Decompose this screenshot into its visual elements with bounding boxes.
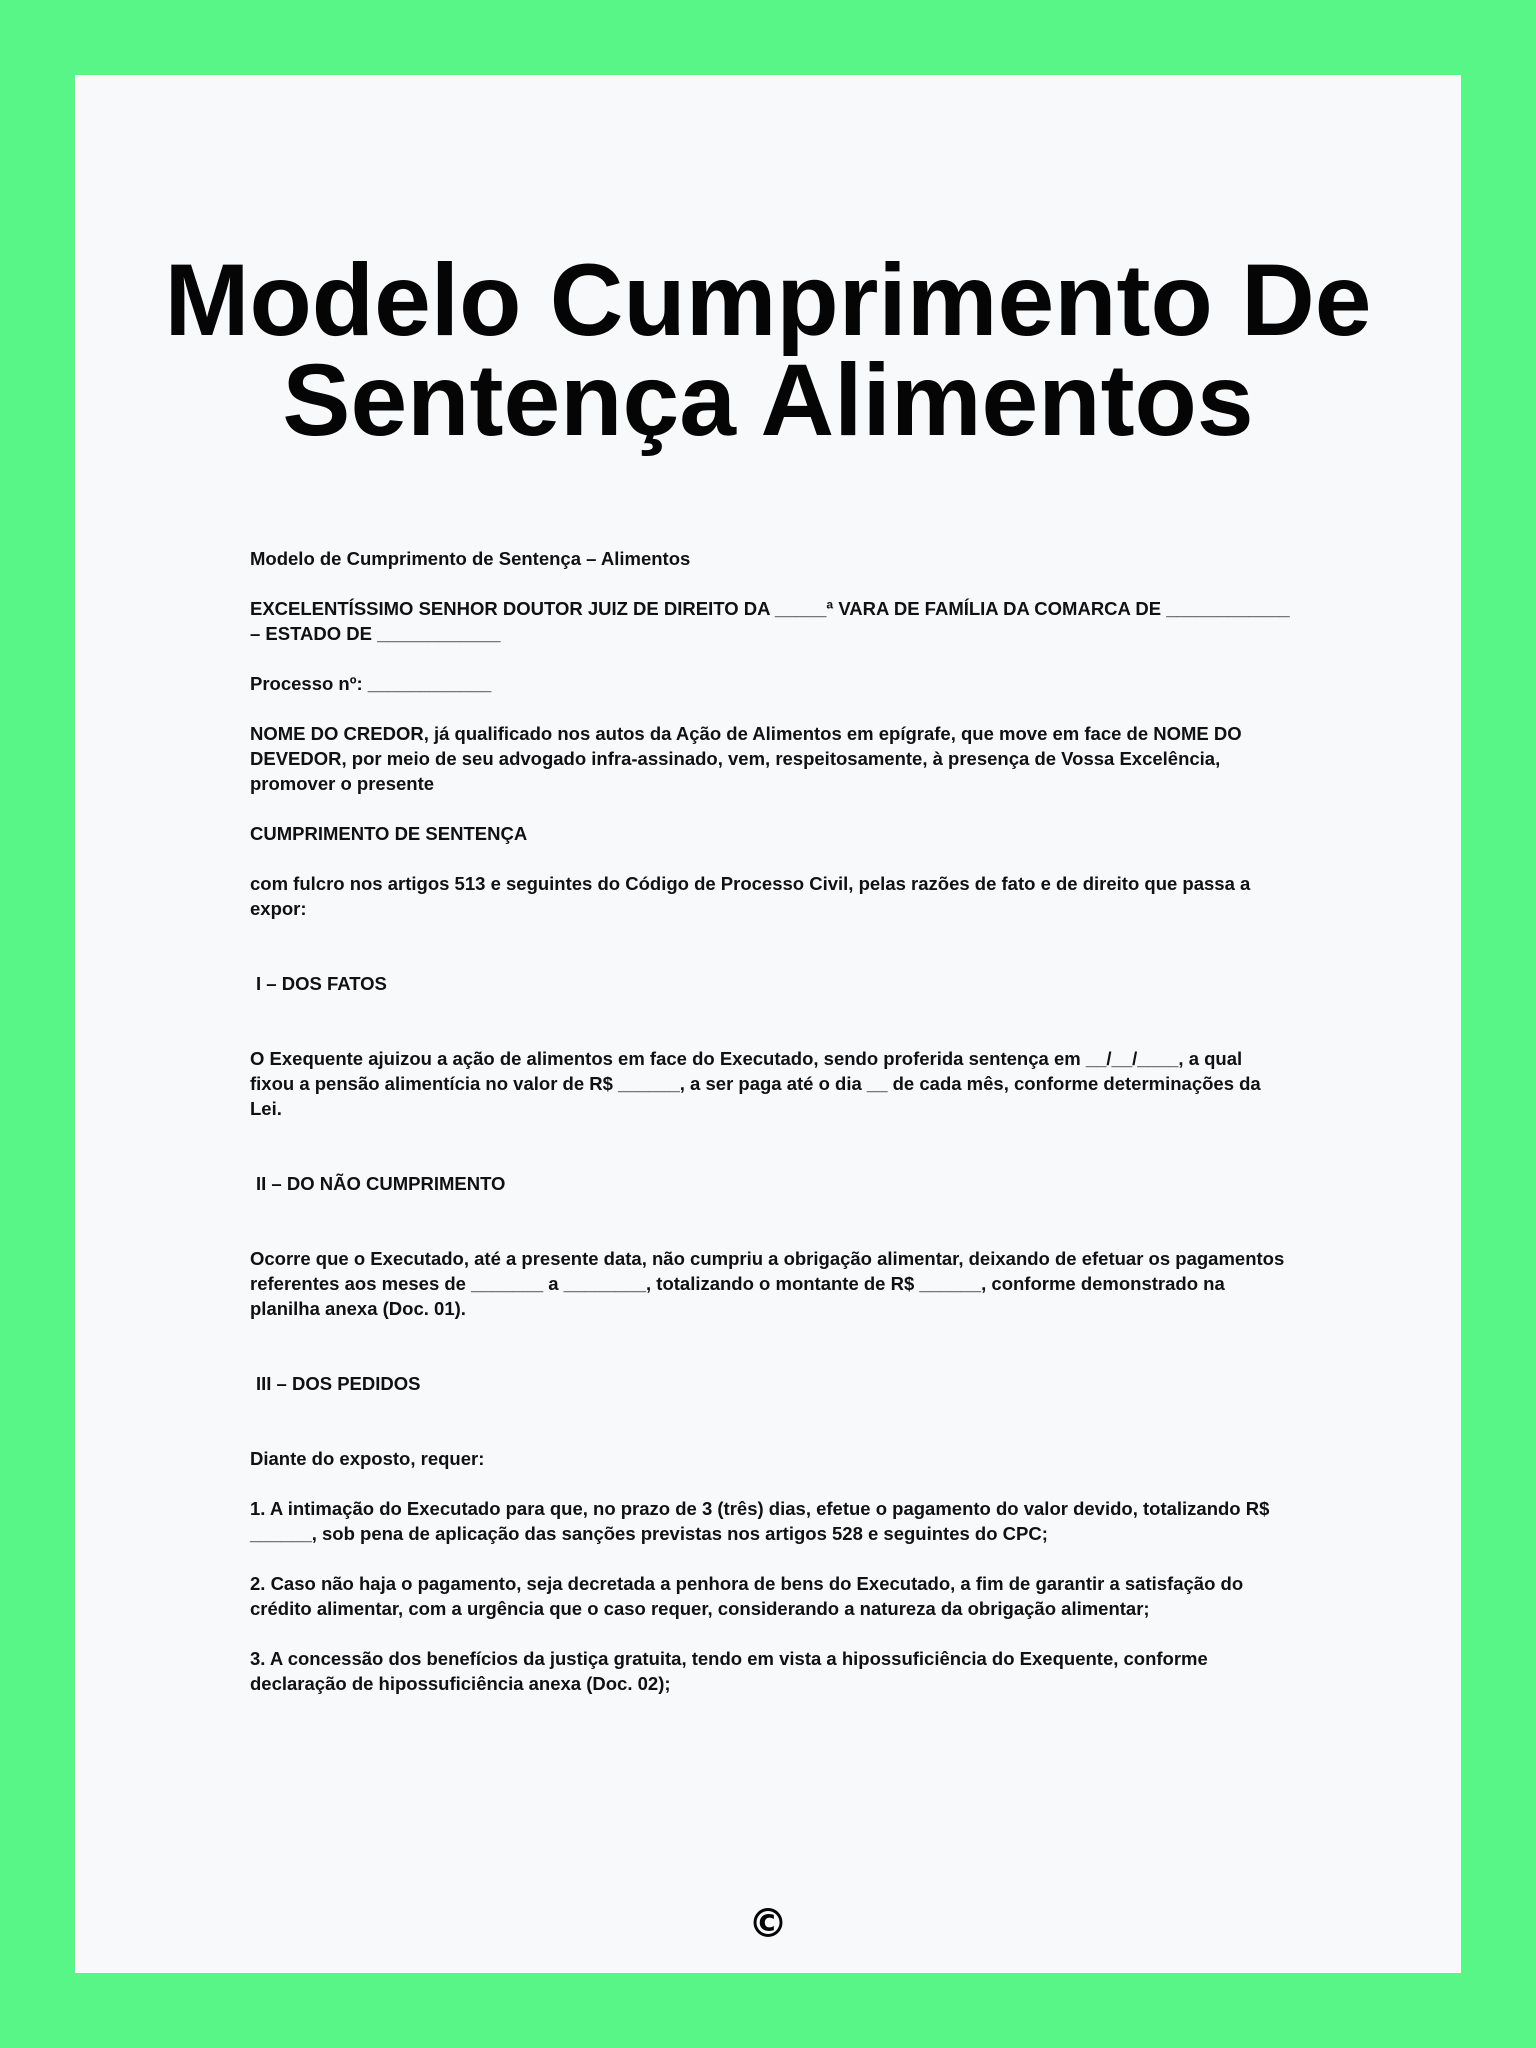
request-item-3: 3. A concessão dos benefícios da justiça gratuita, tendo em vista a hipossuficiência do Exequente, conforme declaração de hipossuficiência anexa (Doc. 02); [250, 1648, 1208, 1694]
section-noncompliance-title: II – DO NÃO CUMPRIMENTO [256, 1173, 506, 1194]
intro-paragraph: NOME DO CREDOR, já qualificado nos autos da Ação de Alimentos em epígrafe, que move em face de NOME DO DEVEDOR, por meio de seu advogado infra-assinado, vem, respeitosamente, à presença de Vossa Excelência, promover o presente [250, 723, 1242, 794]
process-number: Processo nº: ____________ [250, 673, 492, 694]
action-title: CUMPRIMENTO DE SENTENÇA [250, 823, 528, 844]
copyright-icon: © [748, 1901, 788, 1947]
section-noncompliance-text: Ocorre que o Executado, até a presente data, não cumpriu a obrigação alimentar, deixando de efetuar os pagamentos referentes aos meses de _______ a ________, totalizando o montante de R$ ______, conforme demonstrado na planilha anexa (Doc. 01). [250, 1248, 1285, 1319]
section-facts-title: I – DOS FATOS [256, 973, 387, 994]
document-page [75, 75, 1461, 1973]
requests-intro: Diante do exposto, requer: [250, 1448, 485, 1469]
document-body [250, 546, 1290, 1721]
legal-basis: com fulcro nos artigos 513 e seguintes do Código de Processo Civil, pelas razões de fato e de direito que passa a expor: [250, 873, 1251, 919]
page-title: Modelo Cumprimento De Sentença Alimentos [164, 243, 1372, 457]
addressee: EXCELENTÍSSIMO SENHOR DOUTOR JUIZ DE DIREITO DA _____ª VARA DE FAMÍLIA DA COMARCA DE ____________ – ESTADO DE ____________ [250, 598, 1290, 644]
document-heading: Modelo de Cumprimento de Sentença – Alimentos [250, 548, 691, 569]
section-facts-text: O Exequente ajuizou a ação de alimentos em face do Executado, sendo proferida sentença em __/__/____, a qual fixou a pensão alimentícia no valor de R$ ______, a ser paga até o dia __ de cada mês, conforme determinações da Lei. [250, 1048, 1261, 1119]
request-item-1: 1. A intimação do Executado para que, no prazo de 3 (três) dias, efetue o pagamento do valor devido, totalizando R$ ______, sob pena de aplicação das sanções previstas nos artigos 528 e seguintes do CPC; [250, 1498, 1270, 1544]
section-requests-title: III – DOS PEDIDOS [256, 1373, 421, 1394]
request-item-2: 2. Caso não haja o pagamento, seja decretada a penhora de bens do Executado, a fim de garantir a satisfação do crédito alimentar, com a urgência que o caso requer, considerando a natureza da obrigação alimentar; [250, 1573, 1244, 1619]
